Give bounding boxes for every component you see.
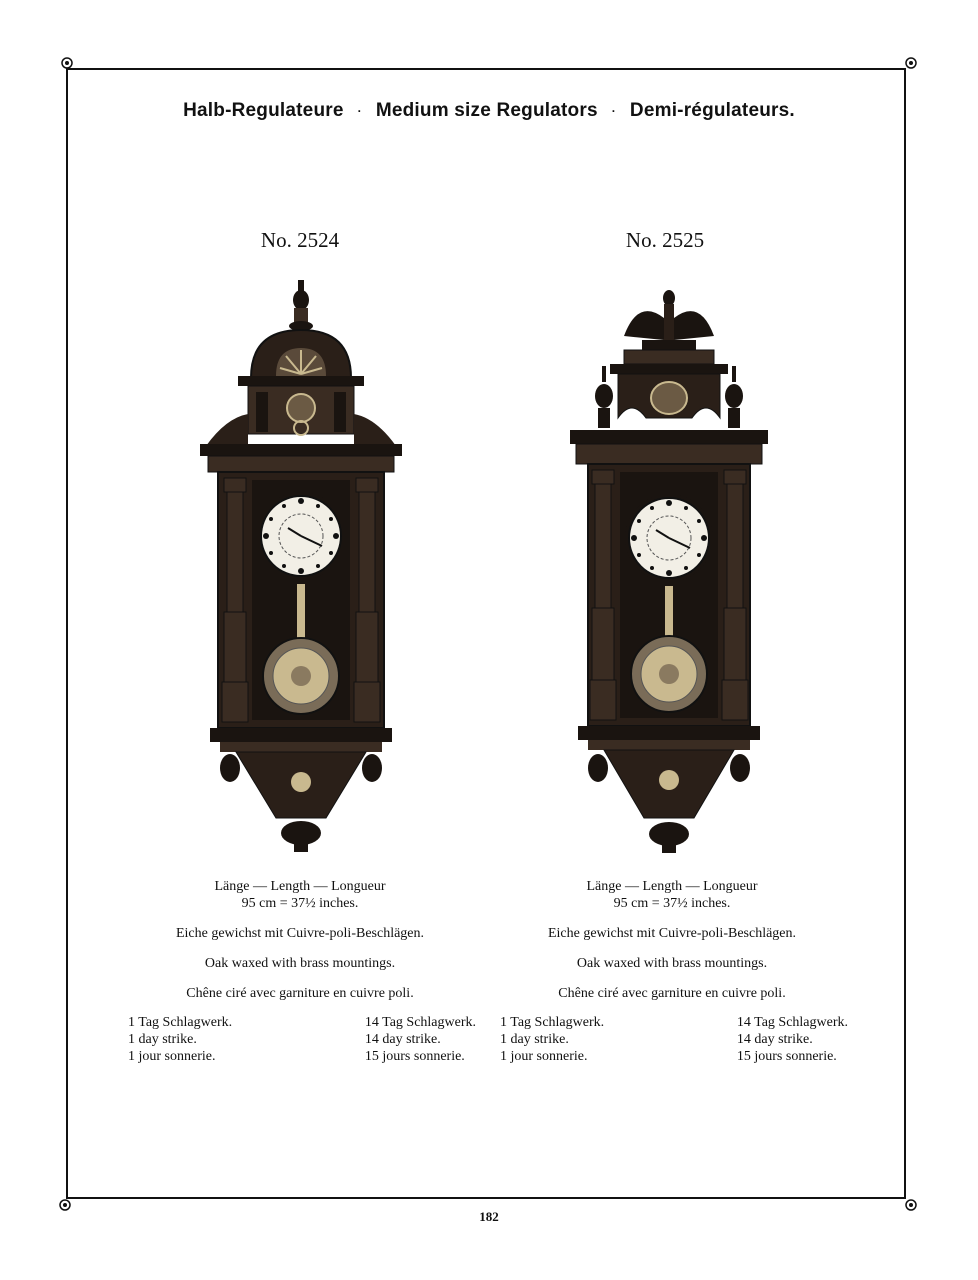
clock-illustration-2525 xyxy=(566,278,772,858)
heading-separator: · xyxy=(611,103,616,118)
strike-14-english: 14 day strike. xyxy=(364,1032,441,1047)
strike-1-french: 1 jour sonnerie. xyxy=(128,1049,216,1064)
material-french: Chêne ciré avec garniture en cuivre poli. xyxy=(186,986,414,1001)
frame-top-rule xyxy=(66,68,906,70)
strike-14-german: 14 Tag Schlagwerk. xyxy=(736,1015,848,1030)
length-label: Länge — Length — Longueur xyxy=(586,879,758,894)
product-number: No. 2524 xyxy=(260,228,340,252)
frame-bottom-rule xyxy=(66,1197,906,1199)
page-number: 182 xyxy=(479,1209,499,1224)
eagle-crest xyxy=(624,290,714,350)
finial-crest xyxy=(289,280,313,331)
strike-14-french: 15 jours sonnerie. xyxy=(364,1049,465,1064)
material-english: Oak waxed with brass mountings. xyxy=(576,956,768,971)
frame-right-rule xyxy=(904,68,906,1198)
material-french: Chêne ciré avec garniture en cuivre poli. xyxy=(558,986,786,1001)
strike-1-german: 1 Tag Schlagwerk. xyxy=(128,1015,233,1030)
page-heading xyxy=(0,100,978,122)
strike-14-day xyxy=(365,1014,476,1065)
strike-1-day xyxy=(128,1014,232,1065)
heading-separator: · xyxy=(357,103,362,118)
material-english: Oak waxed with brass mountings. xyxy=(204,956,396,971)
length-value: 95 cm = 37½ inches. xyxy=(613,896,731,911)
length-label: Länge — Length — Longueur xyxy=(214,879,386,894)
clock-illustration-2524 xyxy=(196,278,406,858)
strike-1-french: 1 jour sonnerie. xyxy=(500,1049,588,1064)
strike-options xyxy=(492,1014,852,1065)
material-german: Eiche gewichst mit Cuivre-poli-Beschlägen. xyxy=(175,926,425,941)
strike-options xyxy=(120,1014,480,1065)
strike-1-day xyxy=(500,1014,604,1065)
strike-1-english: 1 day strike. xyxy=(128,1032,197,1047)
corner-ornament-icon xyxy=(904,56,918,70)
strike-14-day xyxy=(737,1014,848,1065)
product-description-2524 xyxy=(120,878,480,1065)
strike-14-german: 14 Tag Schlagwerk. xyxy=(364,1015,476,1030)
product-description-2525 xyxy=(492,878,852,1065)
corner-ornament-icon xyxy=(60,56,74,70)
strike-14-english: 14 day strike. xyxy=(736,1032,813,1047)
strike-14-french: 15 jours sonnerie. xyxy=(736,1049,837,1064)
strike-1-german: 1 Tag Schlagwerk. xyxy=(500,1015,605,1030)
heading-french: Demi-régulateurs. xyxy=(629,100,795,121)
heading-german: Halb-Regulateure xyxy=(183,100,344,121)
length-value: 95 cm = 37½ inches. xyxy=(241,896,359,911)
material-german: Eiche gewichst mit Cuivre-poli-Beschlägen. xyxy=(547,926,797,941)
frame-left-rule xyxy=(66,68,68,1198)
heading-english: Medium size Regulators xyxy=(375,100,598,121)
strike-1-english: 1 day strike. xyxy=(500,1032,569,1047)
product-number: No. 2525 xyxy=(625,228,705,252)
